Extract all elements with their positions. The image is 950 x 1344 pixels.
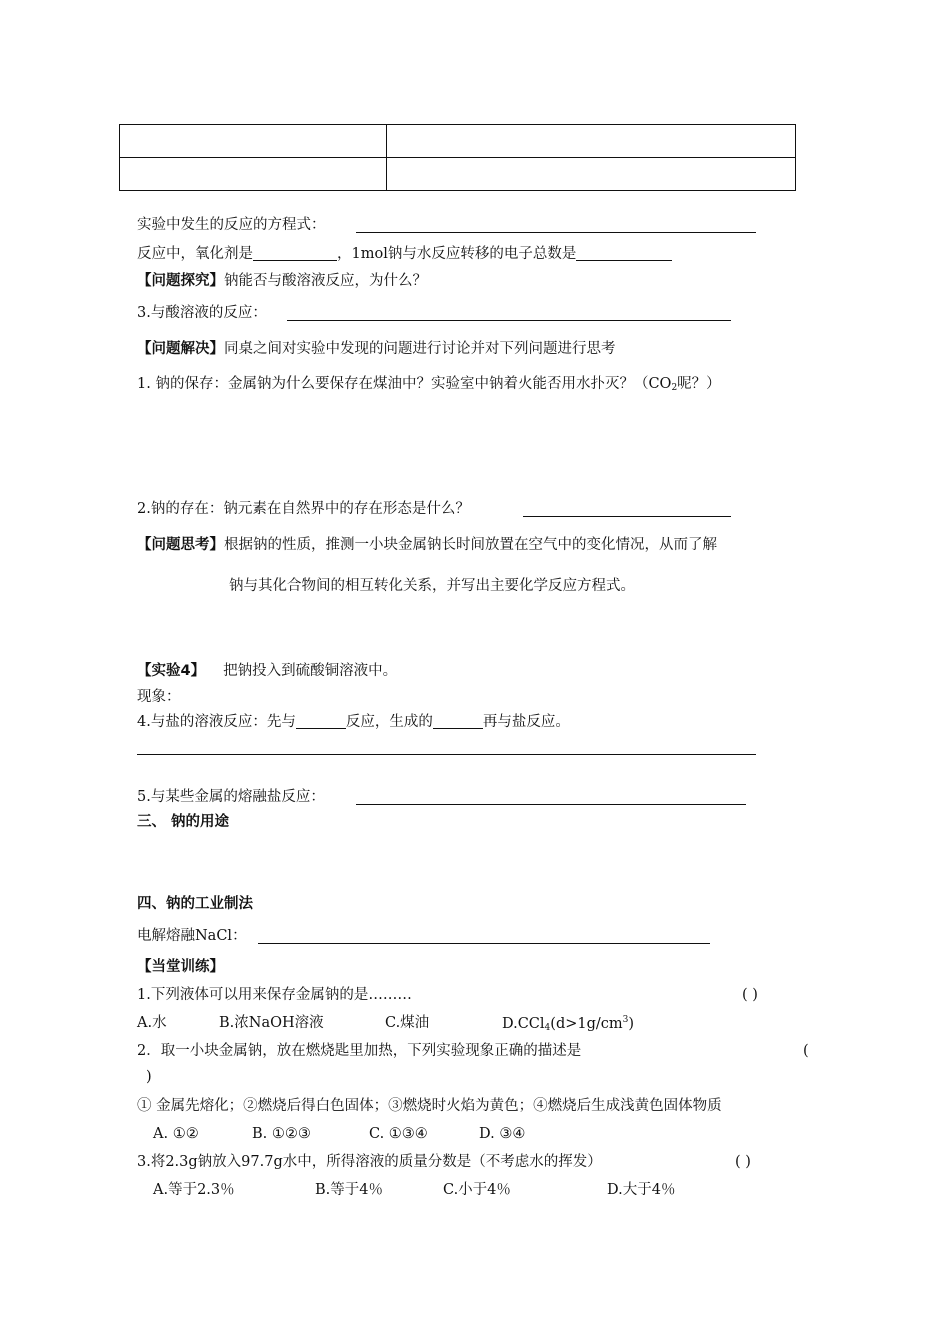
acid-blank[interactable] [287,320,731,321]
q3-stem: 3.将2.3g钠放入97.7g水中，所得溶液的质量分数是（不考虑水的挥发） [137,1154,602,1170]
q3-option-b[interactable]: B.等于4％ [315,1182,383,1198]
q2-option-d[interactable]: D. ③④ [479,1126,526,1142]
q1-d-text: D.CCl [502,1016,545,1032]
explore-tag: 【问题探究】 [137,273,224,289]
q1-option-a[interactable]: A.水 [137,1015,167,1031]
think-tag: 【问题思考】 [137,537,224,553]
table-cell[interactable] [120,125,387,158]
q1-option-c[interactable]: C.煤油 [385,1015,430,1031]
oxidant-line [137,246,672,262]
salt-text-a: 4.与盐的溶液反应：先与 [137,714,296,730]
q1-d-mid: (d>1g/cm [550,1016,623,1032]
salt-blank-1[interactable] [296,714,346,729]
section-uses-heading: 三、 钠的用途 [137,814,230,830]
q3-option-c[interactable]: C.小于4％ [443,1182,511,1198]
exist-blank[interactable] [523,516,731,517]
exp4-text: 把钠投入到硫酸铜溶液中。 [223,663,398,679]
explore-text: 钠能否与酸溶液反应，为什么？ [224,273,427,289]
training-heading: 【当堂训练】 [137,959,224,975]
exp4-tag: 【实验4】 [137,663,206,679]
q2-option-c[interactable]: C. ①③④ [369,1126,428,1142]
q3-option-d[interactable]: D.大于4％ [607,1182,676,1198]
equation-label: 实验中发生的反应的方程式： [137,217,326,233]
q1-d-sup: 3 [622,1015,629,1025]
oxidant-text-a: 反应中，氧化剂是 [137,246,253,262]
q1-option-d[interactable] [502,1016,634,1033]
observation-table [119,124,796,191]
electro-blank[interactable] [258,943,710,944]
equation-blank[interactable] [356,232,756,233]
think-line [137,538,717,553]
q2-statements: ① 金属先熔化；②燃烧后得白色固体；③燃烧时火焰为黄色；④燃烧后生成浅黄色固体物质 [137,1098,722,1114]
salt-line [137,714,570,730]
store-question [137,377,721,393]
solve-tag: 【问题解决】 [137,341,224,357]
solve-line [137,342,616,357]
q1-option-b[interactable]: B.浓NaOH溶液 [219,1015,324,1031]
q1-d-end: ) [628,1016,635,1032]
salt-text-c: 再与盐反应。 [482,714,570,730]
oxidant-blank[interactable] [253,246,337,261]
q2-option-a[interactable]: A. ①② [153,1126,199,1142]
store-subscript: 2 [671,383,678,393]
explore-line [137,274,427,289]
think-text-1: 根据钠的性质，推测一小块金属钠长时间放置在空气中的变化情况，从而了解 [224,537,717,553]
store-text-b: 呢？） [677,376,721,392]
molten-blank[interactable] [356,804,746,805]
table-cell[interactable] [387,125,796,158]
q3-answer-paren[interactable]: ( ) [735,1154,751,1170]
acid-label: 3.与酸溶液的反应： [137,305,267,321]
q1-d-sub: 4 [544,1023,551,1033]
salt-text-b: 反应，生成的 [345,714,433,730]
think-text-2: 钠与其化合物间的相互转化关系，并写出主要化学反应方程式。 [229,578,635,594]
exp4-line [137,664,397,679]
section-industrial-heading: 四、钠的工业制法 [137,896,253,912]
phenomenon-label: 现象： [137,689,181,705]
q2-option-b[interactable]: B. ①②③ [252,1126,311,1142]
salt-blank-2[interactable] [433,714,483,729]
molten-label: 5.与某些金属的熔融盐反应： [137,789,325,805]
electron-count-blank[interactable] [576,246,672,261]
q2-paren-open[interactable]: ( [803,1043,809,1059]
exist-label: 2.钠的存在：钠元素在自然界中的存在形态是什么？ [137,501,470,517]
q2-stem: 2．取一小块金属钠，放在燃烧匙里加热，下列实验现象正确的描述是 [137,1043,582,1059]
oxidant-text-b: ，1mol钠与水反应转移的电子总数是 [337,246,577,262]
q2-paren-close[interactable]: ) [146,1069,152,1085]
table-row [120,158,796,191]
q3-option-a[interactable]: A.等于2.3％ [153,1182,235,1198]
table-cell[interactable] [120,158,387,191]
table-row [120,125,796,158]
solve-text: 同桌之间对实验中发现的问题进行讨论并对下列问题进行思考 [224,341,616,357]
table-cell[interactable] [387,158,796,191]
salt-answer-line[interactable] [137,754,756,755]
electro-label: 电解熔融NaCl： [137,928,247,944]
store-text-a: 1. 钠的保存：金属钠为什么要保存在煤油中？实验室中钠着火能否用水扑灭？（CO [137,376,672,392]
q1-answer-paren[interactable]: ( ) [742,987,758,1003]
q1-stem: 1.下列液体可以用来保存金属钠的是……… [137,987,412,1003]
